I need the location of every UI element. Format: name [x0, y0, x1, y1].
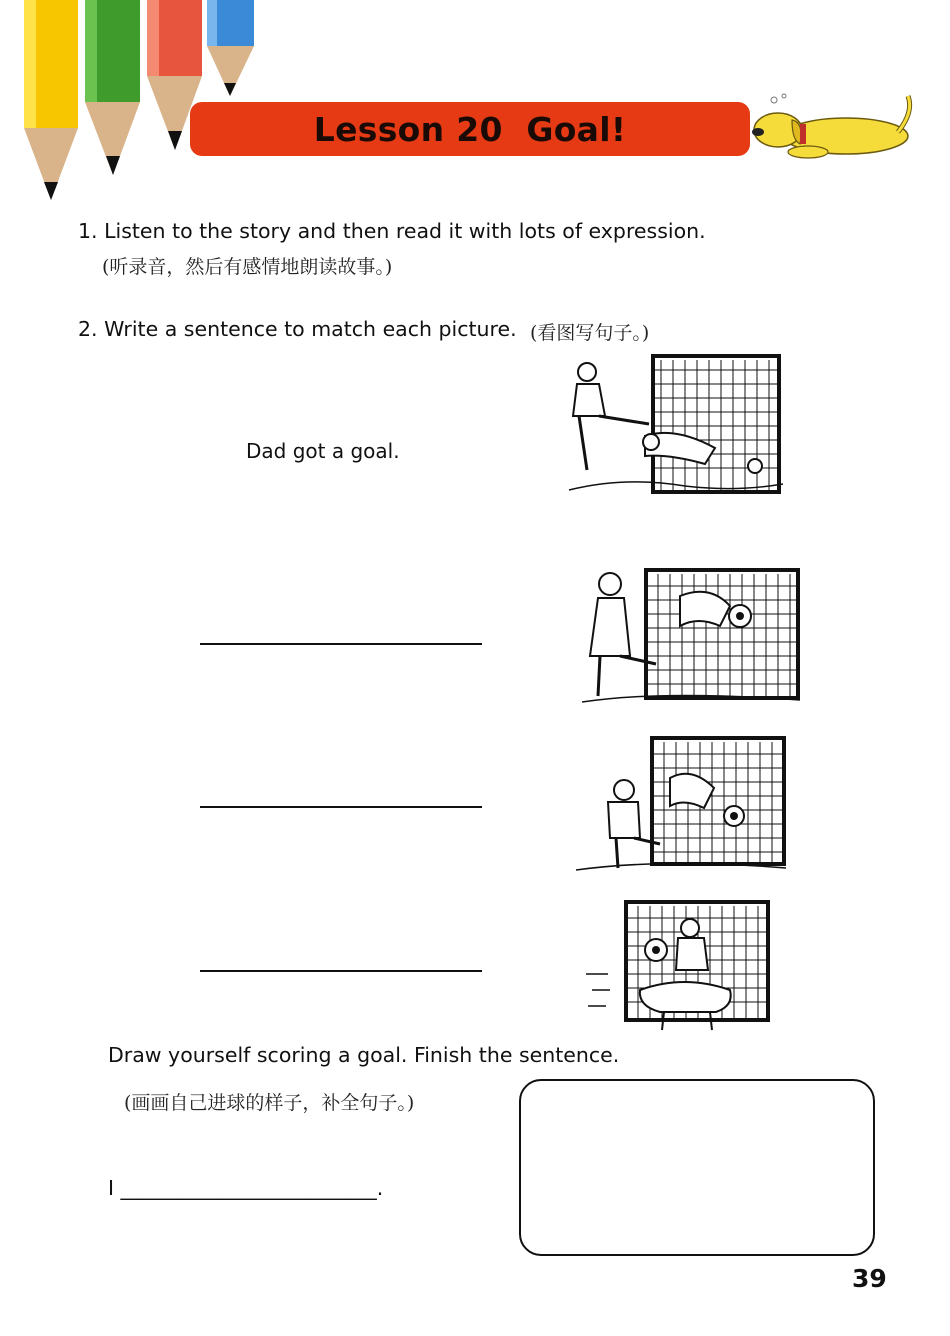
- task1-instruction-chinese: (听录音，然后有感情地朗读故事。): [102, 256, 393, 278]
- girl-kicks-ball-goalkeeper-illustration: [580, 556, 804, 708]
- answer-line-2[interactable]: [200, 643, 482, 645]
- drawing-box[interactable]: [519, 1079, 875, 1256]
- draw-task-instruction-chinese: (画画自己进球的样子，补全句子。): [124, 1092, 415, 1114]
- page-number: 39: [852, 1264, 887, 1293]
- sleeping-dog-icon: [748, 92, 920, 162]
- lesson-title: Lesson 20 Goal!: [313, 110, 627, 149]
- answer-line-3[interactable]: [200, 806, 482, 808]
- finish-sentence-line[interactable]: I _________________________.: [108, 1176, 384, 1200]
- task2-instruction-chinese: (看图写句子。): [530, 322, 650, 344]
- dad-scores-goal-illustration: [565, 350, 787, 500]
- dog-under-goal-illustration: [584, 894, 790, 1036]
- task1-instruction: 1. Listen to the story and then read it with lots of expression.: [78, 219, 706, 243]
- task2-instruction: 2. Write a sentence to match each picture.: [78, 317, 517, 341]
- lesson-title-banner: [190, 102, 750, 156]
- answer-line-4[interactable]: [200, 970, 482, 972]
- draw-task-instruction: Draw yourself scoring a goal. Finish the sentence.: [108, 1043, 620, 1067]
- boy-kicks-ball-goalkeeper-illustration: [574, 728, 790, 876]
- answer-sentence-1: Dad got a goal.: [246, 439, 400, 463]
